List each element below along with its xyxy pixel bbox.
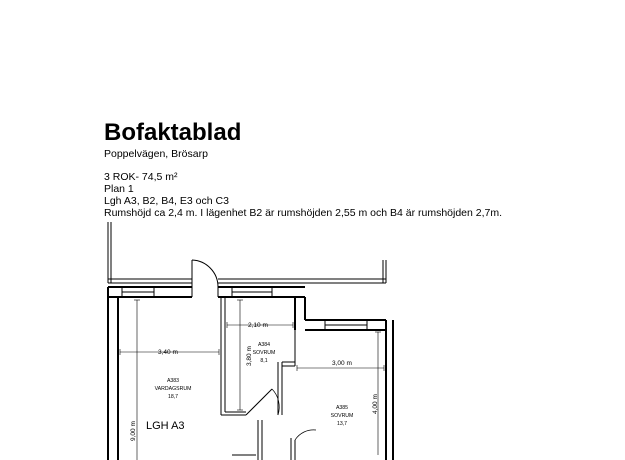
room-area: 18,7 <box>167 394 179 400</box>
balcony-rail-right <box>383 260 386 283</box>
info-apartments: Lgh A3, B2, B4, E3 och C3 <box>104 195 229 207</box>
bedroom1-door <box>246 389 279 415</box>
room-living <box>155 378 192 400</box>
room-code: A384 <box>257 342 271 348</box>
room-bedroom1 <box>253 342 276 364</box>
balcony-rail-left <box>108 222 111 283</box>
apartment-label: LGH A3 <box>146 420 185 432</box>
room-name: SOVRUM <box>330 413 354 419</box>
room-name: SOVRUM <box>252 350 276 356</box>
room-name: VARDAGSRUM <box>154 386 192 392</box>
document-subtitle: Poppelvägen, Brösarp <box>104 148 208 160</box>
room-code: A385 <box>335 405 349 411</box>
exterior-wall-right <box>386 320 393 460</box>
dim-bedroom2-width: 3,00 m <box>332 360 352 367</box>
dim-line-bedroom1-depth <box>237 300 243 410</box>
bedroom2-door <box>295 430 316 440</box>
info-floor: Plan 1 <box>104 183 134 195</box>
dim-living-width: 3,40 m <box>158 349 178 356</box>
balcony-door <box>192 260 218 297</box>
info-size: 3 ROK- 74,5 m² <box>104 171 178 183</box>
room-bedroom2 <box>331 405 354 427</box>
document-title: Bofaktablad <box>104 119 242 146</box>
window-top-left <box>122 287 154 297</box>
wall-lower-partition <box>232 420 295 460</box>
dim-line-bedroom2-depth <box>375 332 381 455</box>
wall-bedroom1-left <box>221 297 246 415</box>
room-area: 13,7 <box>336 421 348 427</box>
dim-bedroom2-depth: 4,00 m <box>372 394 379 414</box>
room-code: A383 <box>166 378 180 384</box>
dim-living-depth: 9,00 m <box>130 421 137 441</box>
dim-bedroom1-depth: 3,80 m <box>246 346 253 366</box>
balcony-rail-top <box>108 279 386 283</box>
wall-bedroom1-right <box>278 330 295 415</box>
info-ceiling-height: Rumshöjd ca 2,4 m. I lägenhet B2 är rumshöjden 2,55 m och B4 är rumshöjden 2,7m. <box>104 207 503 219</box>
dim-bedroom1-width: 2,10 m <box>248 322 268 329</box>
exterior-wall-left <box>108 287 118 460</box>
window-top-right <box>325 320 367 330</box>
window-top-mid <box>232 287 272 297</box>
exterior-wall-top <box>108 287 386 330</box>
room-area: 8,1 <box>260 358 268 364</box>
